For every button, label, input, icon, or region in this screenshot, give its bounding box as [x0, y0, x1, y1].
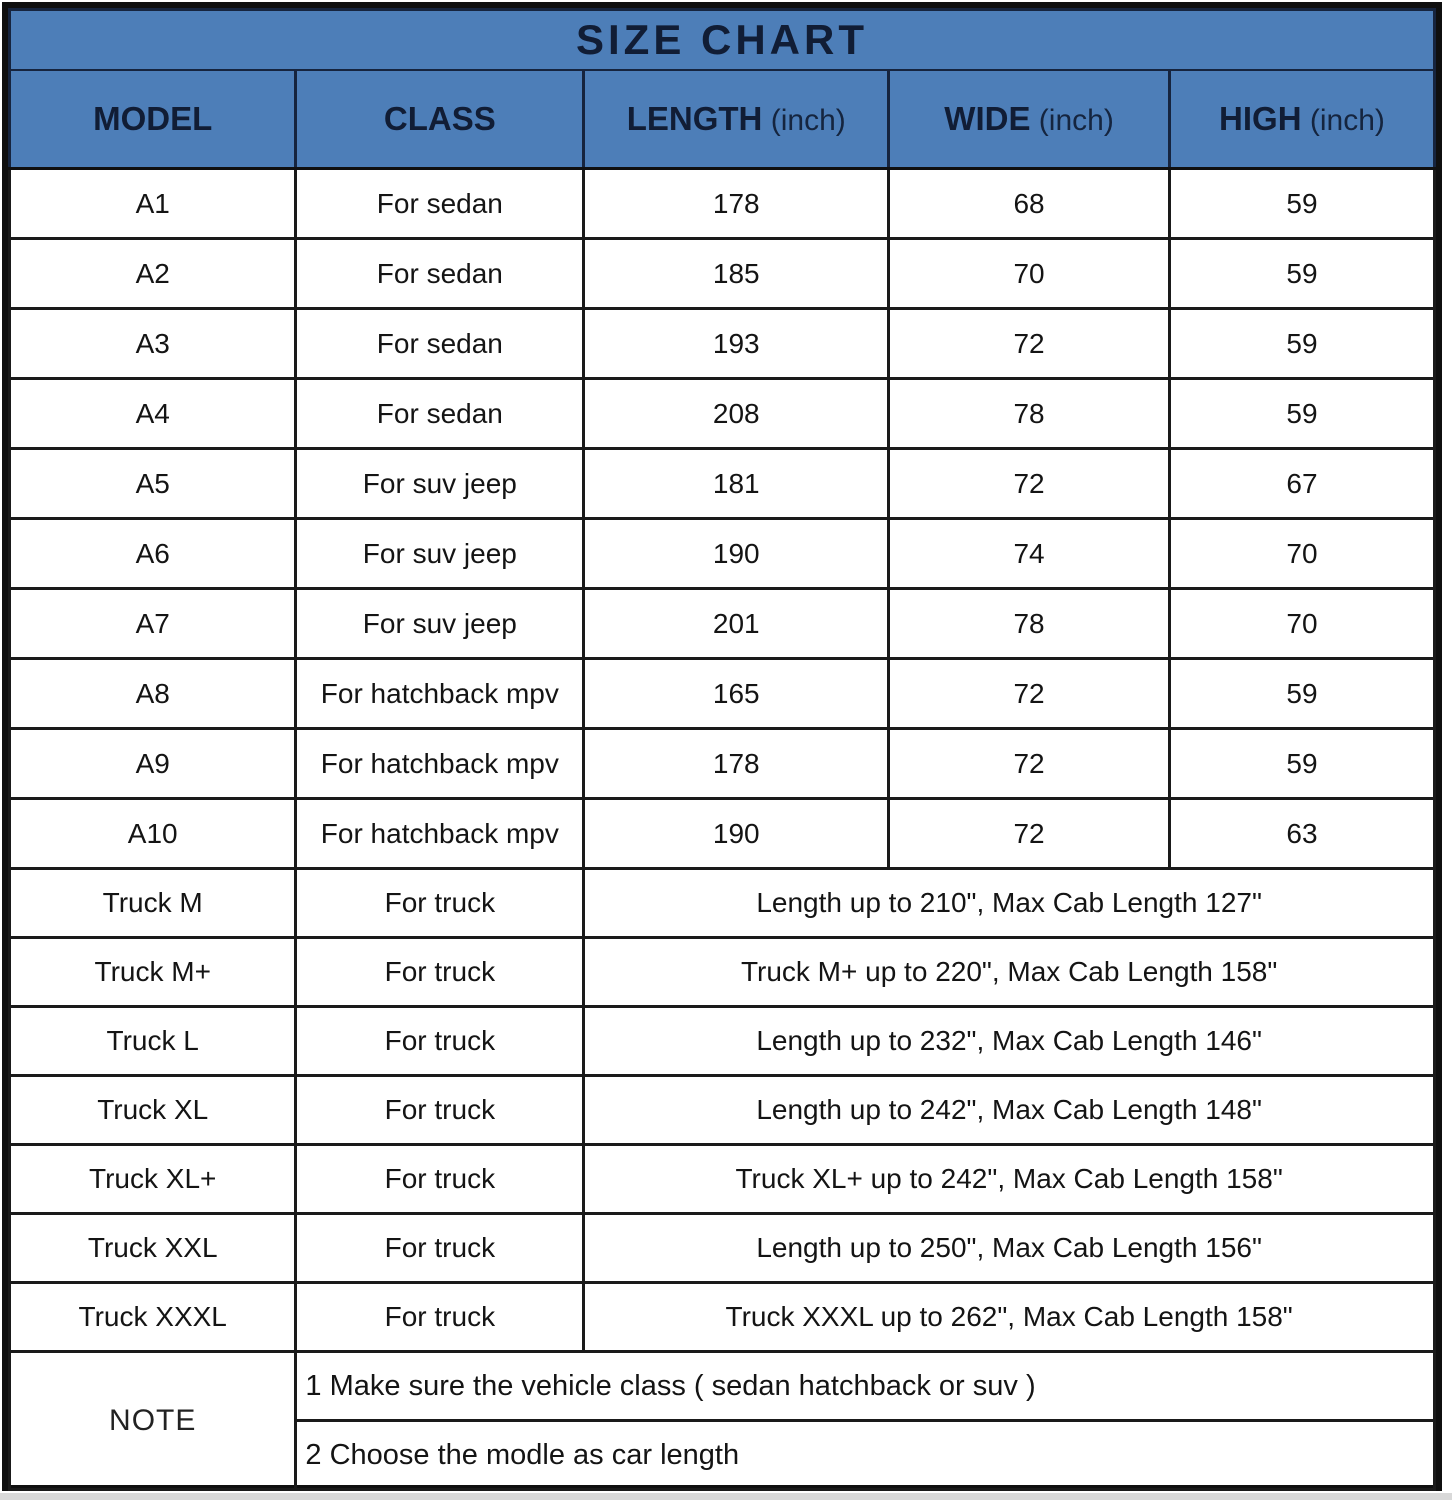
- truck-spec-cell: Truck XXXL up to 262", Max Cab Length 158": [584, 1283, 1435, 1352]
- high-cell: 59: [1169, 169, 1434, 239]
- high-cell: 59: [1169, 379, 1434, 449]
- length-cell: 190: [584, 519, 889, 589]
- class-cell: For truck: [296, 1145, 584, 1214]
- high-cell: 59: [1169, 239, 1434, 309]
- column-header-row: [10, 70, 1435, 169]
- table-row: [10, 449, 1435, 519]
- truck-table-row: [10, 1007, 1435, 1076]
- model-cell: Truck XL+: [10, 1145, 296, 1214]
- high-cell: 59: [1169, 729, 1434, 799]
- length-cell: 181: [584, 449, 889, 519]
- truck-table-row: [10, 1145, 1435, 1214]
- wide-cell: 68: [889, 169, 1170, 239]
- model-cell: A8: [10, 659, 296, 729]
- column-header-unit: (inch): [1301, 104, 1385, 137]
- note-row: [10, 1352, 1435, 1421]
- table-row: [10, 169, 1435, 239]
- wide-cell: 72: [889, 729, 1170, 799]
- truck-spec-cell: Truck M+ up to 220", Max Cab Length 158": [584, 938, 1435, 1007]
- column-header-unit: (inch): [1030, 104, 1114, 137]
- high-cell: 63: [1169, 799, 1434, 869]
- column-header-wide: [889, 70, 1170, 169]
- model-cell: Truck M: [10, 869, 296, 938]
- class-cell: For hatchback mpv: [296, 799, 584, 869]
- table-row: [10, 239, 1435, 309]
- column-header-length: [584, 70, 889, 169]
- length-cell: 201: [584, 589, 889, 659]
- class-cell: For truck: [296, 1007, 584, 1076]
- model-cell: A5: [10, 449, 296, 519]
- column-header-high: [1169, 70, 1434, 169]
- truck-table-row: [10, 1283, 1435, 1352]
- table-row: [10, 309, 1435, 379]
- length-cell: 185: [584, 239, 889, 309]
- high-cell: 59: [1169, 659, 1434, 729]
- model-cell: A4: [10, 379, 296, 449]
- model-cell: Truck XXXL: [10, 1283, 296, 1352]
- truck-spec-cell: Length up to 250", Max Cab Length 156": [584, 1214, 1435, 1283]
- bottom-edge-strip: [0, 1493, 1452, 1500]
- wide-cell: 78: [889, 589, 1170, 659]
- class-cell: For sedan: [296, 379, 584, 449]
- column-header-label: CLASS: [383, 100, 496, 137]
- column-header-label: MODEL: [93, 100, 213, 137]
- class-cell: For suv jeep: [296, 449, 584, 519]
- length-cell: 178: [584, 729, 889, 799]
- high-cell: 70: [1169, 589, 1434, 659]
- class-cell: For sedan: [296, 309, 584, 379]
- wide-cell: 72: [889, 449, 1170, 519]
- truck-spec-cell: Truck XL+ up to 242", Max Cab Length 158": [584, 1145, 1435, 1214]
- model-cell: Truck M+: [10, 938, 296, 1007]
- wide-cell: 72: [889, 309, 1170, 379]
- column-header-unit: (inch): [762, 104, 846, 137]
- model-cell: A2: [10, 239, 296, 309]
- wide-cell: 70: [889, 239, 1170, 309]
- model-cell: Truck XXL: [10, 1214, 296, 1283]
- length-cell: 178: [584, 169, 889, 239]
- class-cell: For truck: [296, 869, 584, 938]
- model-cell: A1: [10, 169, 296, 239]
- model-cell: A10: [10, 799, 296, 869]
- class-cell: For truck: [296, 1283, 584, 1352]
- length-cell: 190: [584, 799, 889, 869]
- high-cell: 70: [1169, 519, 1434, 589]
- class-cell: For truck: [296, 1214, 584, 1283]
- class-cell: For suv jeep: [296, 589, 584, 659]
- length-cell: 193: [584, 309, 889, 379]
- high-cell: 59: [1169, 309, 1434, 379]
- table-row: [10, 659, 1435, 729]
- model-cell: A6: [10, 519, 296, 589]
- high-cell: 67: [1169, 449, 1434, 519]
- truck-spec-cell: Length up to 242", Max Cab Length 148": [584, 1076, 1435, 1145]
- column-header-label: HIGH: [1219, 100, 1302, 137]
- class-cell: For hatchback mpv: [296, 729, 584, 799]
- note-label-cell: NOTE: [10, 1352, 296, 1490]
- wide-cell: 72: [889, 799, 1170, 869]
- class-cell: For suv jeep: [296, 519, 584, 589]
- model-cell: A3: [10, 309, 296, 379]
- truck-spec-cell: Length up to 210", Max Cab Length 127": [584, 869, 1435, 938]
- chart-title: SIZE CHART: [10, 10, 1435, 71]
- table-row: [10, 379, 1435, 449]
- column-header-label: WIDE: [944, 100, 1031, 137]
- column-header-label: LENGTH: [626, 100, 763, 137]
- class-cell: For truck: [296, 938, 584, 1007]
- column-header-model: [10, 70, 296, 169]
- length-cell: 208: [584, 379, 889, 449]
- model-cell: A9: [10, 729, 296, 799]
- model-cell: Truck XL: [10, 1076, 296, 1145]
- note-line-1: 1 Make sure the vehicle class ( sedan hatchback or suv ): [296, 1352, 1435, 1421]
- truck-table-row: [10, 869, 1435, 938]
- model-cell: A7: [10, 589, 296, 659]
- truck-spec-cell: Length up to 232", Max Cab Length 146": [584, 1007, 1435, 1076]
- class-cell: For sedan: [296, 169, 584, 239]
- model-cell: Truck L: [10, 1007, 296, 1076]
- class-cell: For hatchback mpv: [296, 659, 584, 729]
- class-cell: For truck: [296, 1076, 584, 1145]
- note-line-2: 2 Choose the modle as car length: [296, 1421, 1435, 1490]
- wide-cell: 72: [889, 659, 1170, 729]
- length-cell: 165: [584, 659, 889, 729]
- title-row: [10, 10, 1435, 71]
- size-chart-table: [8, 8, 1436, 1491]
- truck-table-row: [10, 938, 1435, 1007]
- column-header-class: [296, 70, 584, 169]
- wide-cell: 78: [889, 379, 1170, 449]
- truck-table-row: [10, 1076, 1435, 1145]
- wide-cell: 74: [889, 519, 1170, 589]
- table-frame: [2, 2, 1442, 1491]
- class-cell: For sedan: [296, 239, 584, 309]
- table-row: [10, 729, 1435, 799]
- table-row: [10, 589, 1435, 659]
- table-row: [10, 519, 1435, 589]
- truck-table-row: [10, 1214, 1435, 1283]
- table-row: [10, 799, 1435, 869]
